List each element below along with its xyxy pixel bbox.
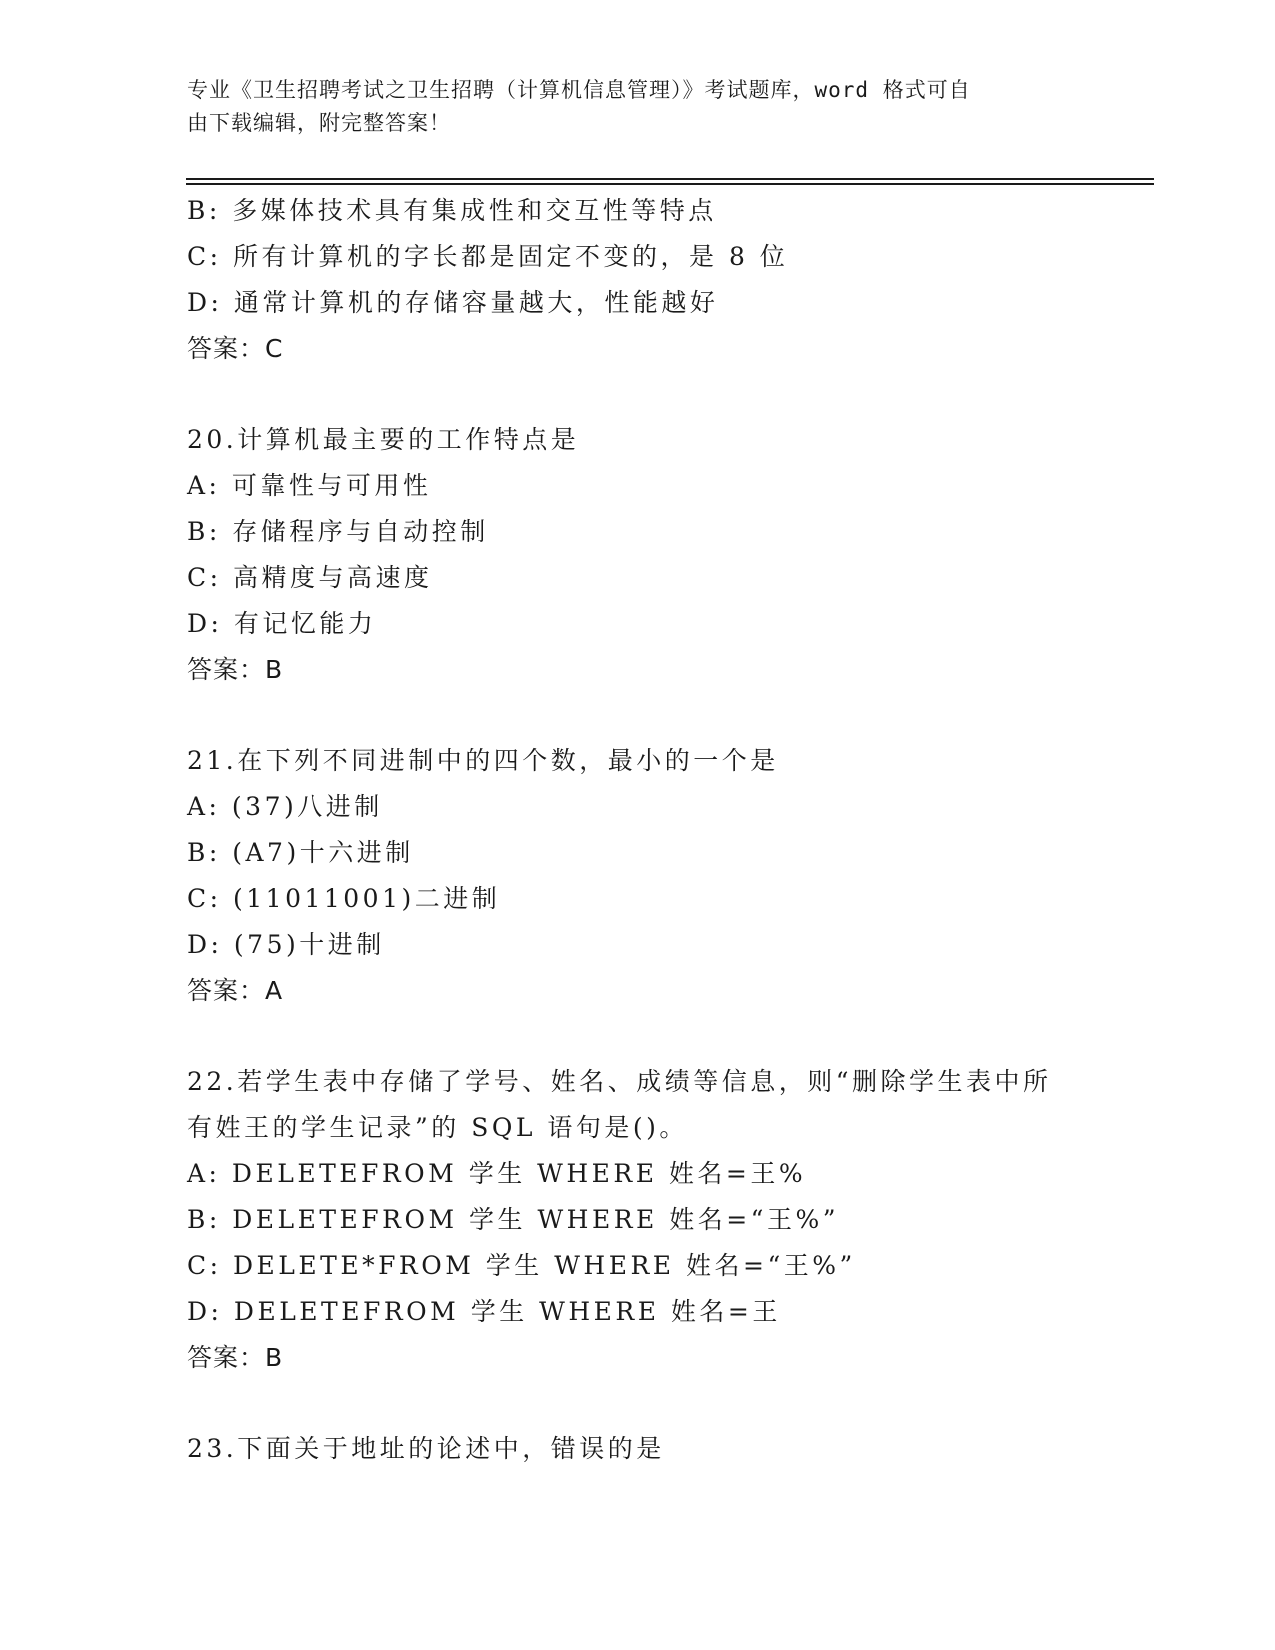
question-text: 21.在下列不同进制中的四个数，最小的一个是 (187, 746, 779, 775)
question-21 (187, 738, 1087, 1014)
question-text-line-1: 22.若学生表中存储了学号、姓名、成绩等信息，则“删除学生表中所 (187, 1067, 1052, 1096)
option-d: D: (75)十进制 (187, 930, 385, 959)
option-d: D: 有记忆能力 (187, 609, 377, 638)
header-line-2: 由下载编辑，附完整答案！ (187, 111, 451, 135)
document-header (187, 74, 1067, 140)
question-text-line-2: 有姓王的学生记录”的 SQL 语句是()。 (187, 1113, 688, 1142)
option-d: D: DELETEFROM 学生 WHERE 姓名=王 (187, 1297, 781, 1326)
option-b: B: 存储程序与自动控制 (187, 517, 489, 546)
answer: 答案：C (187, 334, 284, 363)
option-a: A: (37)八进制 (187, 792, 383, 821)
answer: 答案：A (187, 976, 284, 1005)
spacer (187, 693, 1087, 738)
option-c: C: (11011001)二进制 (187, 884, 501, 913)
spacer (187, 372, 1087, 417)
question-list (187, 188, 1087, 1472)
option-d: D: 通常计算机的存储容量越大，性能越好 (187, 288, 719, 317)
option-a: A: DELETEFROM 学生 WHERE 姓名=王% (187, 1159, 807, 1188)
spacer (187, 1014, 1087, 1059)
header-divider-top (186, 178, 1154, 180)
question-22 (187, 1059, 1087, 1381)
option-b: B: (A7)十六进制 (187, 838, 414, 867)
option-c: C: 高精度与高速度 (187, 563, 433, 592)
question-23 (187, 1426, 1087, 1472)
question-text: 23.下面关于地址的论述中，错误的是 (187, 1434, 665, 1463)
option-c: C: DELETE*FROM 学生 WHERE 姓名=“王%” (187, 1251, 856, 1280)
option-a: A: 可靠性与可用性 (187, 471, 432, 500)
question-text: 20.计算机最主要的工作特点是 (187, 425, 580, 454)
option-c: C: 所有计算机的字长都是固定不变的，是 8 位 (187, 242, 789, 271)
option-b: B: DELETEFROM 学生 WHERE 姓名=“王%” (187, 1205, 839, 1234)
header-line-1: 专业《卫生招聘考试之卫生招聘（计算机信息管理）》考试题库，word 格式可自 (187, 78, 971, 102)
header-divider-bottom (186, 183, 1154, 185)
option-b: B: 多媒体技术具有集成性和交互性等特点 (187, 196, 717, 225)
question-20 (187, 417, 1087, 693)
answer: 答案：B (187, 1343, 284, 1372)
answer: 答案：B (187, 655, 284, 684)
question-19 (187, 188, 1087, 372)
spacer (187, 1381, 1087, 1426)
